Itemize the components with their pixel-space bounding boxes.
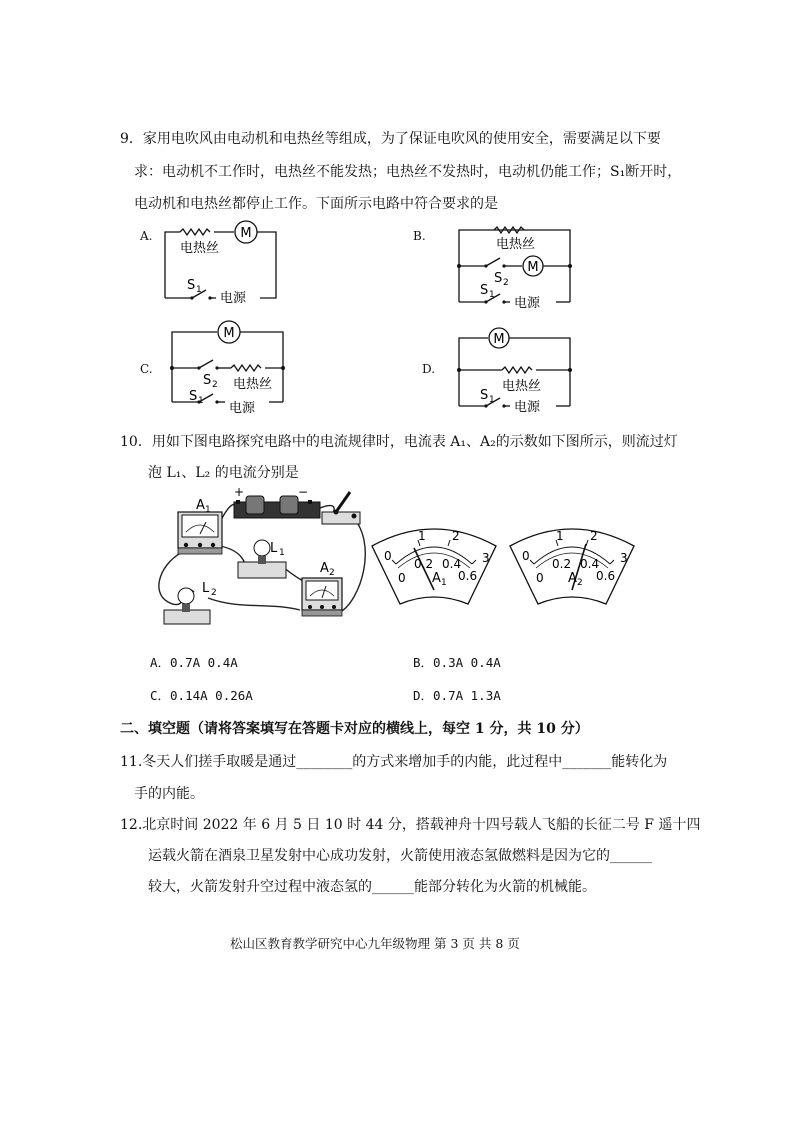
meter-a1-dial	[368, 516, 500, 608]
q10-option-a: A．0.7A 0.4A	[150, 655, 238, 670]
q9-line1: 9．家用电吹风由电动机和电热丝等组成，为了保证电吹风的使用安全，需要满足以下要	[120, 131, 661, 147]
meter-a2-top-1: 1	[556, 529, 564, 543]
meter-a2-bottom-2: 0.4	[580, 557, 600, 571]
meter-a2-bottom-1: 0.2	[552, 557, 572, 571]
q9-option-d-label: D.	[422, 362, 436, 376]
q10-option-b: B．0.3A 0.4A	[413, 655, 501, 670]
q9-option-c-label: C.	[140, 362, 153, 376]
q9-line3: 电动机和电热丝都停止工作。下面所示电路中符合要求的是	[134, 196, 498, 212]
meter-a2-dial	[506, 516, 638, 608]
meter-a1-top-2: 2	[452, 529, 460, 543]
circuit-a-motor-label: M	[240, 226, 252, 241]
fig-a1-label: A	[196, 498, 205, 513]
circuit-a-heater-label: 电热丝	[180, 241, 220, 256]
meter-a1-top-1: 1	[418, 529, 426, 543]
circuit-b-s1-label: S	[480, 283, 489, 298]
circuit-c-s2-sub: 2	[212, 380, 218, 390]
q11-line2: 手的内能。	[134, 786, 204, 802]
circuit-d-motor-label: M	[493, 332, 505, 347]
fig-battery-plus: +	[234, 485, 245, 499]
meter-a1-bottom-1: 0.2	[414, 557, 434, 571]
q10-circuit-photo	[150, 482, 375, 632]
q9-line2: 求：电动机不工作时，电热丝不能发热；电热丝不发热时，电动机仍能工作；S₁断开时，	[134, 164, 682, 180]
section-2-title: 二、填空题（请将答案填写在答题卡对应的横线上，每空 1 分，共 10 分）	[120, 721, 589, 737]
fig-l1-sub: 1	[279, 548, 285, 558]
circuit-c-heater-label: 电热丝	[233, 377, 273, 392]
meter-a2-sub: 2	[577, 578, 583, 588]
meter-a1-sub: 1	[441, 578, 447, 588]
circuit-b-diagram	[452, 218, 577, 318]
circuit-c-s1-label: S	[189, 389, 198, 404]
fig-battery-minus: −	[298, 485, 309, 499]
meter-a2-label: A	[568, 571, 577, 586]
circuit-a-s1-sub: 1	[196, 285, 202, 295]
fig-a2-sub: 2	[329, 568, 335, 578]
meter-a2-bottom-0: 0	[536, 571, 544, 585]
q12-line2: 运载火箭在酒泉卫星发射中心成功发射，火箭使用液态氢做燃料是因为它的______	[148, 848, 652, 864]
circuit-b-heater-label: 电热丝	[496, 237, 536, 252]
fig-l2-label: L	[202, 581, 210, 596]
meter-a1-bottom-2: 0.4	[442, 557, 462, 571]
circuit-a-s1-label: S	[187, 278, 196, 293]
circuit-c-s1-sub: 1	[198, 396, 204, 406]
q10-option-c: C．0.14A 0.26A	[150, 688, 253, 703]
meter-a2-top-0: 0	[522, 549, 530, 563]
circuit-d-heater-label: 电热丝	[502, 379, 542, 394]
fig-l2-sub: 2	[211, 588, 217, 598]
page-footer: 松山区教育教学研究中心九年级物理 第 3 页 共 8 页	[230, 936, 520, 951]
meter-a1-top-3: 3	[482, 551, 490, 565]
q9-option-a-label: A.	[140, 229, 153, 243]
circuit-a-source-label: 电源	[220, 291, 247, 306]
meter-a2-bottom-3: 0.6	[596, 569, 616, 583]
circuit-d-s1-sub: 1	[489, 395, 495, 405]
q12-line1: 12.北京时间 2022 年 6 月 5 日 10 时 44 分，搭载神舟十四号载人飞船的长征二号 F 遥十四	[120, 817, 701, 833]
circuit-b-s1-sub: 1	[489, 290, 495, 300]
fig-a2-label: A	[320, 561, 329, 576]
q11-line1: 11.冬天人们搓手取暖是通过________的方式来增加手的内能，此过程中_______能转化为	[120, 754, 668, 770]
circuit-d-source-label: 电源	[514, 400, 541, 414]
fig-a1-sub: 1	[205, 505, 211, 515]
circuit-c-diagram	[165, 318, 290, 414]
q10-line1: 10．用如下图电路探究电路中的电流规律时，电流表 A₁、A₂的示数如下图所示，则流过灯	[120, 434, 678, 450]
circuit-c-motor-label: M	[223, 326, 235, 341]
circuit-c-source-label: 电源	[229, 401, 256, 414]
fig-l1-label: L	[270, 541, 278, 556]
meter-a1-bottom-3: 0.6	[458, 569, 478, 583]
meter-a1-top-0: 0	[384, 549, 392, 563]
meter-a2-top-3: 3	[620, 551, 628, 565]
q10-option-d: D．0.7A 1.3A	[413, 688, 501, 703]
meter-a1-label: A	[432, 571, 441, 586]
circuit-d-s1-label: S	[480, 388, 489, 403]
circuit-b-s2-sub: 2	[503, 278, 509, 288]
meter-a2-top-2: 2	[590, 529, 598, 543]
circuit-b-source-label: 电源	[514, 296, 541, 311]
circuit-b-motor-label: M	[527, 260, 539, 275]
q10-line2: 泡 L₁、L₂ 的电流分别是	[148, 465, 299, 481]
circuit-c-s2-label: S	[203, 373, 212, 388]
circuit-d-diagram	[452, 322, 577, 414]
meter-a1-bottom-0: 0	[398, 571, 406, 585]
q12-line3: 较大，火箭发射升空过程中液态氢的______能部分转化为火箭的机械能。	[148, 879, 596, 895]
q9-option-b-label: B.	[413, 229, 426, 243]
circuit-a-diagram	[160, 218, 285, 308]
circuit-b-s2-label: S	[494, 271, 503, 286]
